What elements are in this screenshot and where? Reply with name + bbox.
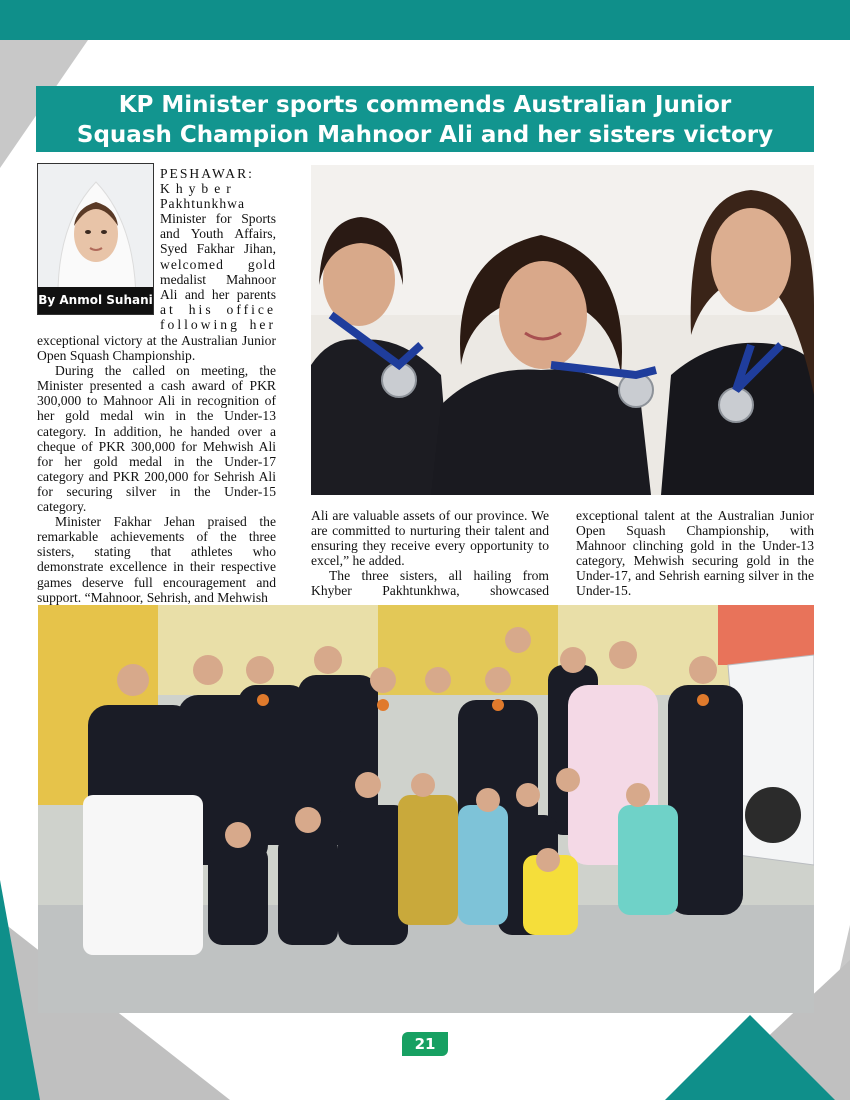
top-banner-bar	[0, 0, 850, 40]
corner-triangle-bottom-left-teal	[0, 880, 40, 1100]
group-photo	[38, 605, 814, 1013]
headline-line-2: Squash Champion Mahnoor Ali and her sisters victory	[76, 122, 774, 148]
paragraph-2: During the called on meeting, the Minister presented a cash award of PKR 300,000 to Mahnoor Ali in recognition of her gold medal win in the Under-13 category. In addition, he handed over a cheque of PKR 300,000 for Mehwish Ali for her gold medal in the Under-17 category and PKR 200,000 for Sehrish Ali for securing silver in the Under-15 category.	[37, 363, 276, 515]
dateline: PESHAWAR:	[160, 166, 254, 181]
sisters-medal-photo-image	[311, 165, 814, 495]
article-intro-narrow	[160, 166, 276, 332]
intro-line: Khyber	[160, 181, 237, 197]
intro-line: Ali and her parents	[160, 286, 276, 302]
paragraph-3: Minister Fakhar Jehan praised the remarkable achievements of the three sisters, stating that athletes who demonstrate excellence in their respective games deserve full encouragement and support. “Mahnoor, Sehrish, and Mehwish	[37, 514, 276, 605]
column-2-paragraph-1: Ali are valuable assets of our province. We are committed to nurturing their talent and ensuring they receive every opportunity to excel,” he added.	[311, 508, 549, 569]
intro-line: Pakhtunkhwa	[160, 196, 246, 212]
corner-triangle-bottom-right-teal	[665, 1015, 835, 1100]
article-column-3	[576, 508, 814, 599]
intro-line: Minister for Sports	[160, 211, 276, 227]
intro-line: following her	[160, 316, 276, 332]
author-byline: By Anmol Suhani	[38, 287, 153, 314]
paragraph-1-rest: exceptional victory at the Australian Junior Open Squash Championship.	[37, 333, 276, 364]
sisters-medal-photo	[311, 165, 814, 495]
column-2-paragraph-2: The three sisters, all hailing from Khyber Pakhtunkhwa, showcased	[311, 568, 549, 599]
column-3-paragraph-1: exceptional talent at the Australian Junior Open Squash Championship, with Mahnoor clinching gold in the Under-13 category, Mehwish securing gold in the Under-17, and Sehrish earning silver in the Under-15.	[576, 508, 814, 599]
page-number-badge: 21	[402, 1032, 448, 1056]
article-column-2	[311, 508, 549, 599]
article-column-1	[37, 333, 276, 605]
intro-line: at his office	[160, 301, 276, 317]
headline	[36, 86, 814, 152]
headline-line-1: KP Minister sports commends Australian Junior	[118, 92, 732, 118]
intro-line: Syed Fakhar Jihan,	[160, 241, 276, 257]
group-photo-image	[38, 605, 814, 1013]
intro-line: medalist Mahnoor	[160, 271, 276, 287]
intro-line: and Youth Affairs,	[160, 226, 276, 242]
intro-line: welcomed gold	[160, 256, 276, 272]
